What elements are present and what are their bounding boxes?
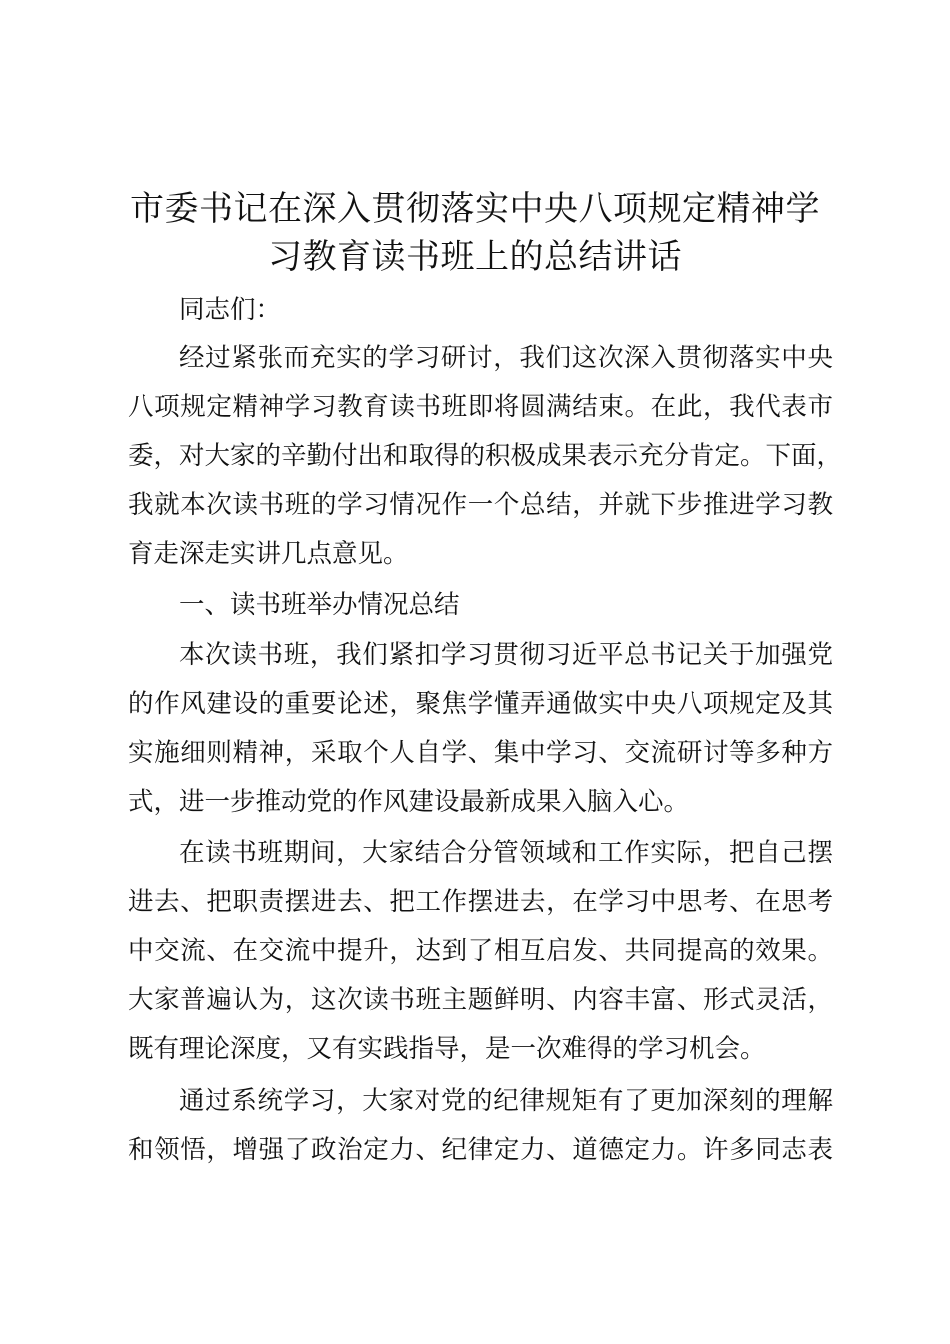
document-title-line-1: 市委书记在深入贯彻落实中央八项规定精神学 (130, 189, 820, 229)
salutation: 同志们： (179, 295, 282, 325)
paragraph-line: 和领悟，增强了政治定力、纪律定力、道德定力。许多同志表 (128, 1135, 833, 1165)
paragraph-line: 式，进一步推动党的作风建设最新成果入脑入心。 (128, 787, 690, 817)
paragraph-line: 的作风建设的重要论述，聚焦学懂弄通做实中央八项规定及其 (128, 689, 833, 719)
section-heading: 一、读书班举办情况总结 (179, 590, 460, 620)
paragraph-line: 既有理论深度，又有实践指导，是一次难得的学习机会。 (128, 1034, 766, 1064)
paragraph-line: 大家普遍认为，这次读书班主题鲜明、内容丰富、形式灵活， (128, 985, 833, 1015)
paragraph-line: 本次读书班，我们紧扣学习贯彻习近平总书记关于加强党 (179, 640, 833, 670)
paragraph-line: 八项规定精神学习教育读书班即将圆满结束。在此，我代表市 (128, 392, 833, 422)
paragraph-line: 进去、把职责摆进去、把工作摆进去，在学习中思考、在思考 (128, 887, 833, 917)
paragraph-line: 我就本次读书班的学习情况作一个总结，并就下步推进学习教 (128, 490, 833, 520)
paragraph-line: 育走深走实讲几点意见。 (128, 539, 409, 569)
paragraph-line: 经过紧张而充实的学习研讨，我们这次深入贯彻落实中央 (179, 343, 833, 373)
paragraph-line: 委，对大家的辛勤付出和取得的积极成果表示充分肯定。下面， (128, 441, 843, 471)
paragraph-line: 通过系统学习，大家对党的纪律规矩有了更加深刻的理解 (179, 1086, 833, 1116)
paragraph-line: 在读书班期间，大家结合分管领域和工作实际，把自己摆 (179, 838, 833, 868)
document-title-line-2: 习教育读书班上的总结讲话 (268, 237, 682, 277)
paragraph-line: 中交流、在交流中提升，达到了相互启发、共同提高的效果。 (128, 936, 833, 966)
paragraph-line: 实施细则精神，采取个人自学、集中学习、交流研讨等多种方 (128, 738, 833, 768)
